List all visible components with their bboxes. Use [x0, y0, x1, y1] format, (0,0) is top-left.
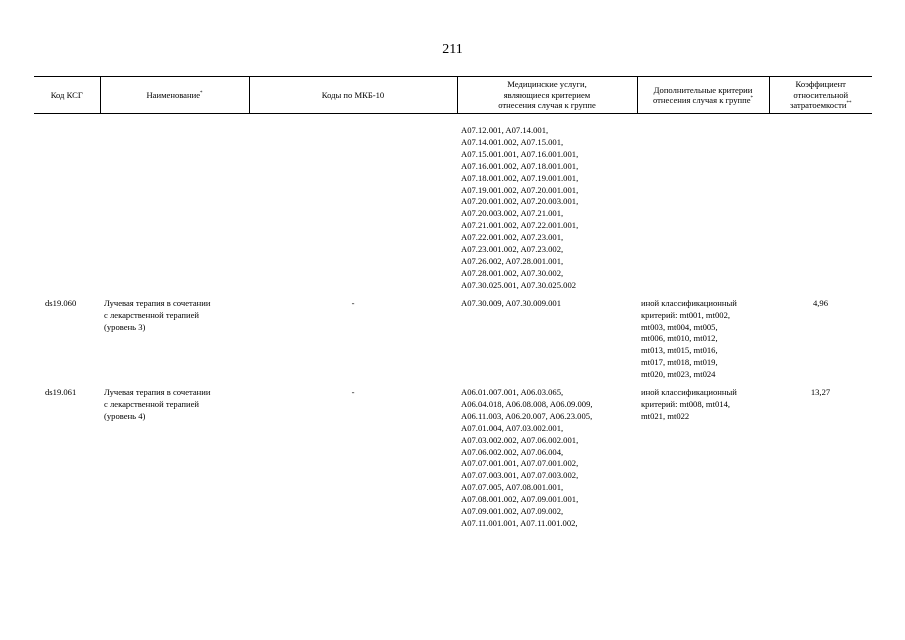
- ksg-code: ds19.060: [45, 297, 77, 308]
- ksg-name: Лучевая терапия в сочетании с лекарственной терапией (уровень 4): [104, 387, 211, 421]
- mkb-codes: -: [351, 387, 355, 398]
- criteria-cell: иной классификационный критерий: mt008, mt014, mt021, mt022: [641, 387, 737, 421]
- header-coefficient: Коэффициент относительной затратоемкости**: [769, 77, 872, 114]
- table-row: [34, 387, 872, 530]
- footnote-mark: *: [750, 96, 754, 102]
- table-row: [34, 298, 872, 381]
- header-code: Код КСГ: [34, 77, 100, 114]
- footnote-mark: *: [200, 90, 203, 96]
- services-cell: A06.01.007.001, A06.03.065, A06.04.018, A06.08.008, A06.09.009, A06.11.003, A06.20.007, A06.23.005, A07.01.004, A07.03.002.001, A07.03.002.002, A07.06.002.001, A07.06.002.002, A07.06.004, A07.07.001.001, A07.07.001.002, A07.07.003.001, A07.07.003.002, A07.07.005, A07.08.001.001, A07.08.001.002, A07.09.001.001, A07.09.001.002, A07.09.002, A07.11.001.001, A07.11.001.002,: [461, 387, 593, 528]
- ksg-name: Лучевая терапия в сочетании с лекарственной терапией (уровень 3): [104, 297, 211, 332]
- ksg-code: ds19.061: [45, 387, 77, 398]
- ksg-table: [34, 76, 872, 530]
- header-services: Медицинские услуги, являющиеся критерием отнесения случая к группе: [457, 77, 637, 114]
- services-cell: A07.12.001, A07.14.001, A07.14.001.002, A07.15.001, A07.15.001.001, A07.16.001.001, A07.16.001.002, A07.18.001.001, A07.18.001.002, A07.19.001.001, A07.19.001.002, A07.20.001.001, A07.20.001.002, A07.20.003.001, A07.20.003.002, A07.21.001, A07.21.001.002, A07.22.001.001, A07.22.001.002, A07.23.001, A07.23.001.002, A07.23.002, A07.26.002, A07.28.001.001, A07.28.001.002, A07.30.002, A07.30.025.001, A07.30.025.002: [461, 125, 579, 290]
- page-number: 211: [442, 42, 463, 57]
- criteria-cell: иной классификационный критерий: mt001, mt002, mt003, mt004, mt005, mt006, mt010, mt012, mt013, mt015, mt016, mt017, mt018, mt019, mt020, mt023, mt024: [641, 297, 737, 380]
- table-row-continuation: [34, 125, 872, 292]
- header-name: Наименование*: [100, 77, 249, 114]
- header-criteria: Дополнительные критерии отнесения случая к группе*: [637, 77, 769, 114]
- table-header-row: [34, 77, 872, 114]
- services-cell: A07.30.009, A07.30.009.001: [461, 297, 562, 308]
- coefficient-value: 4,96: [812, 297, 829, 308]
- header-mkb: Коды по МКБ-10: [249, 77, 457, 114]
- footnote-mark: **: [846, 101, 852, 107]
- mkb-codes: -: [351, 297, 355, 308]
- coefficient-value: 13,27: [810, 387, 831, 398]
